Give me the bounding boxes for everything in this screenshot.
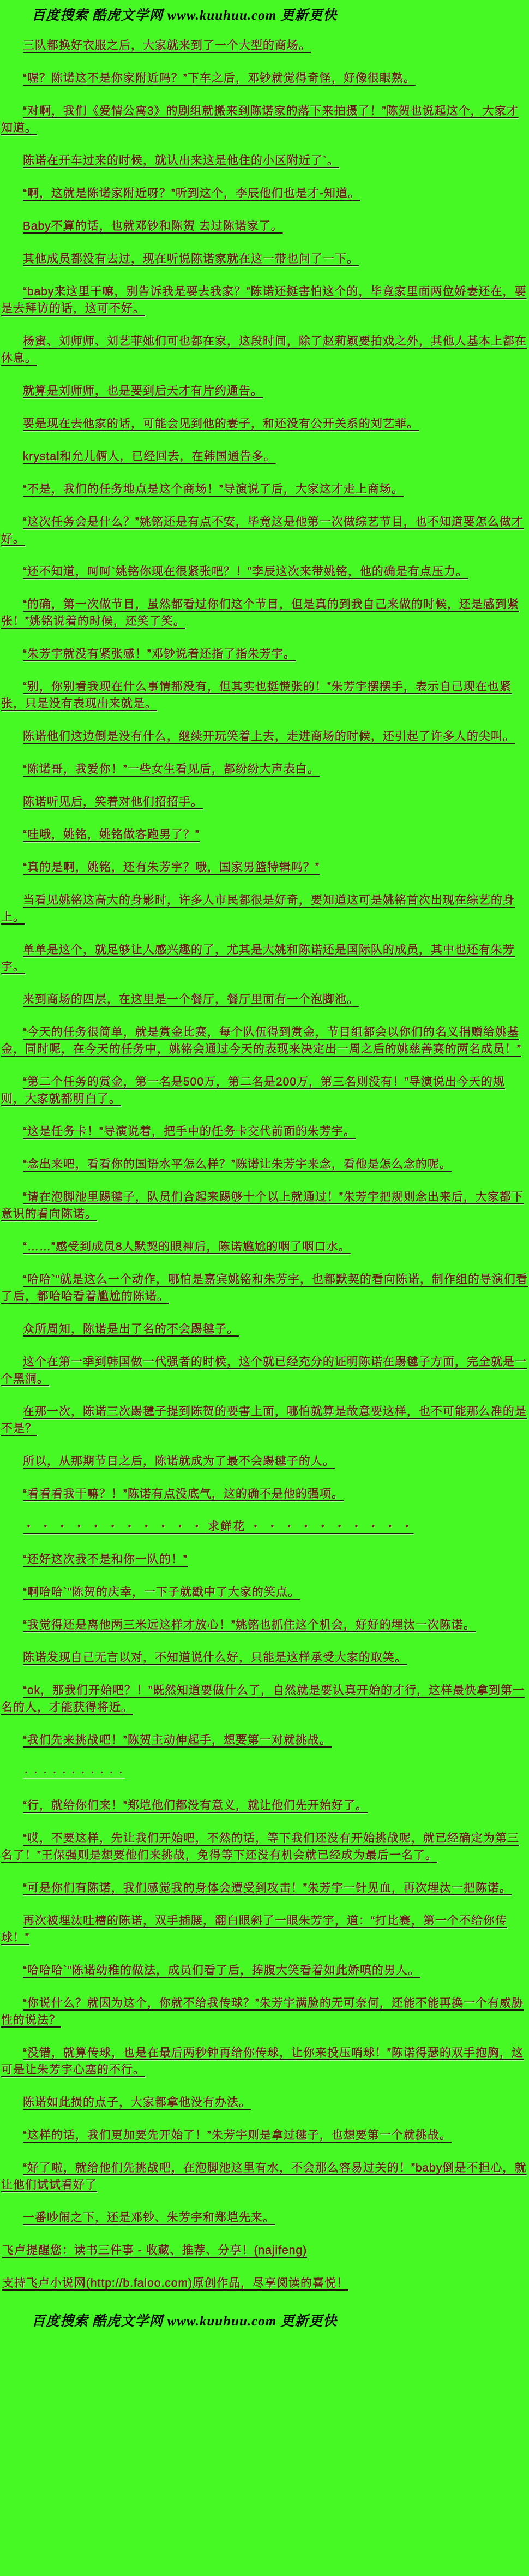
- novel-paragraph: 这个在第一季到韩国做一代强者的时候，这个就已经充分的证明陈诺在踢毽子方面，完全就是一个黑洞。: [1, 1356, 527, 1385]
- site-brand-footer: 百度搜索 酷虎文学网 www.kuuhuu.com 更新更快: [32, 2314, 338, 2329]
- novel-paragraph: 要是现在去他家的话，可能会见到他的妻子，和还没有公开关系的刘艺菲。: [23, 418, 419, 430]
- novel-paragraph: “对啊，我们《爱情公寓3》的剧组就搬来到陈诺家的落下来拍摄了！”陈贺也说起这个，大家才知道。: [1, 105, 519, 134]
- novel-body: [0, 37, 529, 2292]
- novel-paragraph: “朱芳宇就没有紧张感！”邓钞说着还指了指朱芳宇。: [23, 648, 296, 660]
- novel-paragraph: 陈诺在开车过来的时候，就认出来这是他住的小区附近了`。: [23, 154, 339, 167]
- novel-paragraph: “baby来这里干嘛，别告诉我是要去我家？”陈诺还挺害怕这个的，毕竟家里面两位娇妻还在，要是去拜访的话，这可不好。: [1, 285, 527, 315]
- novel-paragraph: “我觉得还是离他两三米远这样才放心！”姚铭也抓住这个机会，好好的埋汰一次陈诺。: [23, 1619, 476, 1631]
- novel-paragraph: 就算是刘师师，也是要到后天才有片约通告。: [23, 385, 263, 397]
- novel-paragraph: “这次任务会是什么？”姚铭还是有点不安，毕竟这是他第一次做综艺节目，也不知道要怎么做才好。: [1, 516, 524, 545]
- novel-paragraph: “第二个任务的赏金，第一名是500万，第二名是200万，第三名则没有！”导演说出今天的规则，大家就都明白了。: [1, 1076, 506, 1105]
- novel-paragraph: “……”感受到成员8人默契的眼神后，陈诺尴尬的咽了咽口水。: [23, 1241, 351, 1253]
- dots-divider: ・ ・ ・ ・ ・ ・ ・ ・ ・ ・ ・: [23, 1769, 125, 1776]
- novel-paragraph: “行，就给你们来！”郑垲他们都没有意义，就让他们先开始好了。: [23, 1799, 368, 1812]
- novel-paragraph: 再次被埋汰吐槽的陈诺，双手插腰，翻白眼斜了一眼朱芳宇，道：“打比赛，第一个不给你传球！”: [1, 1915, 507, 1944]
- novel-paragraph: “哎，不要这样，先让我们开始吧，不然的话，等下我们还没有开始挑战呢，就已经确定为第三名了！”王保强则是想要他们来挑战，免得等下还没有机会就已经成为最后一名了。: [1, 1832, 519, 1862]
- novel-paragraph: “真的是啊，姚铭，还有朱芳宇？哦，国家男篮特辑吗？”: [23, 861, 320, 874]
- novel-paragraph: Baby不算的话，也就邓钞和陈贺 去过陈诺家了。: [23, 220, 283, 232]
- novel-paragraph: 其他成员都没有去过，现在听说陈诺家就在这一带也问了一下。: [23, 253, 359, 265]
- novel-paragraph: 三队都换好衣服之后，大家就来到了一个大型的商场。: [23, 39, 311, 52]
- novel-paragraph: 陈诺发现自己无言以对，不知道说什么好，只能是这样承受大家的取笑。: [23, 1651, 407, 1664]
- novel-paragraph: “哈哈`”就是这么一个动作，哪怕是嘉宾姚铭和朱芳宇，也都默契的看向陈诺，制作组的导演们看了后，都哈哈看着尴尬的陈诺。: [1, 1273, 528, 1303]
- novel-paragraph: “啊哈哈`”陈贺的庆幸，一下子就戳中了大家的笑点。: [23, 1586, 300, 1599]
- novel-paragraph: “ok，那我们开始吧？！”既然知道要做什么了，自然就是要认真开始的才行，这样最快拿到第一名的人，才能获得将近。: [1, 1684, 525, 1714]
- site-brand-header: 百度搜索 酷虎文学网 www.kuuhuu.com 更新更快: [32, 8, 338, 23]
- novel-paragraph: “念出来吧，看看你的国语水平怎么样？”陈诺让朱芳宇来念，看他是怎么念的呢。: [23, 1158, 452, 1171]
- faloo-notice: 飞卢提醒您：读书三件事 - 收藏、推荐、分享！(najifeng): [2, 2244, 308, 2257]
- novel-paragraph: “哈哈哈`”陈诺幼稚的做法，成员们看了后，捧腹大笑看着如此娇嗔的男人。: [23, 1964, 420, 1977]
- novel-paragraph: “今天的任务很简单，就是赏金比赛，每个队伍得到赏金，节目组都会以你们的名义捐赠给姚基金，同时呢，在今天的任务中，姚铭会通过今天的表现来决定出一周之后的姚慈善赛的两名成员！”: [1, 1026, 521, 1056]
- novel-paragraph: “的确，第一次做节目，虽然都看过你们这个节目，但是真的到我自己来做的时候，还是感到紧张！”姚铭说着的时候，还笑了笑。: [1, 598, 519, 628]
- novel-paragraph: 当看见姚铭这高大的身影时，许多人市民都很是好奇，要知道这可是姚铭首次出现在综艺的身上。: [1, 894, 515, 923]
- novel-paragraph: “看看看我干嘛？！”陈诺有点没底气，这的确不是他的强项。: [23, 1488, 344, 1500]
- novel-paragraph: “你说什么？就因为这个，你就不给我传球？”朱芳宇满脸的无可奈何，还能不能再换一个有威胁性的说法？: [1, 1997, 524, 2026]
- novel-paragraph: “可是你们有陈诺，我们感觉我的身体会遭受到攻击！”朱芳宇一针见血，再次埋汰一把陈诺。: [23, 1882, 512, 1894]
- novel-paragraph: 来到商场的四层，在这里是一个餐厅，餐厅里面有一个泡脚池。: [23, 993, 359, 1006]
- novel-paragraph: “陈诺哥，我爱你！”一些女生看见后，都纷纷大声表白。: [23, 763, 320, 776]
- novel-paragraph: “哇哦，姚铭，姚铭做客跑男了？”: [23, 828, 200, 841]
- flower-divider: ・ ・ ・ ・ ・ ・ ・ ・ ・ ・ ・ 求鲜花 ・ ・ ・ ・ ・ ・ ・ ・ ・ ・: [23, 1520, 414, 1533]
- novel-paragraph: “请在泡脚池里踢毽子，队员们合起来踢够十个以上就通过！”朱芳宇把规则念出来后，大家都下意识的看向陈诺。: [1, 1191, 524, 1220]
- novel-paragraph: 单单是这个，就足够让人感兴趣的了，尤其是大姚和陈诺还是国际队的成员，其中也还有朱芳宇。: [1, 944, 515, 973]
- novel-paragraph: “还不知道，呵呵`姚铭你现在很紧张吧？！”李辰这次来带姚铭，他的确是有点压力。: [23, 565, 468, 578]
- novel-paragraph: “还好这次我不是和你一队的！”: [23, 1553, 188, 1566]
- novel-paragraph: “没错，就算传球，也是在最后两秒钟再给你传球，让你来投压哨球！”陈诺得瑟的双手抱胸，这可是让朱芳宇心塞的不行。: [1, 2047, 524, 2076]
- novel-paragraph: “这是任务卡！”导演说着，把手中的任务卡交代前面的朱芳宇。: [23, 1125, 356, 1138]
- novel-paragraph: 在那一次，陈诺三次踢毽子提到陈贺的要害上面，哪怕就算是故意要这样，也不可能那么准的是不是？: [1, 1405, 527, 1435]
- novel-paragraph: 众所周知，陈诺是出了名的不会踢毽子。: [23, 1323, 239, 1335]
- novel-paragraph: “我们先来挑战吧！”陈贺主动伸起手，想要第一对就挑战。: [23, 1734, 332, 1746]
- novel-paragraph: 陈诺他们这边倒是没有什么，继续开玩笑着上去，走进商场的时候，还引起了许多人的尖叫。: [23, 730, 515, 743]
- novel-paragraph: “别，你别看我现在什么事情都没有，但其实也挺慌张的！”朱芳宇摆摆手，表示自己现在也紧张，只是没有表现出来就是。: [1, 681, 512, 710]
- novel-paragraph: krystal和允儿俩人，已经回去，在韩国通告多。: [23, 450, 276, 463]
- novel-paragraph: 陈诺如此损的点子，大家都拿他没有办法。: [23, 2096, 251, 2109]
- novel-paragraph: 杨蜜、刘师师、刘艺菲她们可也都在家，这段时间，除了赵莉颖要拍戏之外，其他人基本上都在休息。: [1, 335, 527, 365]
- novel-paragraph: “这样的话，我们更加要先开始了！”朱芳宇则是拿过毽子，也想要第一个就挑战。: [23, 2129, 452, 2142]
- novel-paragraph: 所以，从那期节目之后，陈诺就成为了最不会踢毽子的人。: [23, 1455, 335, 1468]
- novel-paragraph: “好了啦，就给他们先挑战吧，在泡脚池这里有水，不会那么容易过关的！”baby倒是不担心，就让他们试试看好了: [1, 2162, 527, 2191]
- novel-paragraph: “不是，我们的任务地点是这个商场！”导演说了后，大家这才走上商场。: [23, 483, 404, 496]
- novel-paragraph: 一番吵闹之下，还是邓钞、朱芳宇和郑垲先来。: [23, 2211, 275, 2224]
- faloo-notice: 支持飞卢小说网(http://b.faloo.com)原创作品，尽享阅读的喜悦！: [2, 2277, 349, 2289]
- novel-paragraph: “喔？陈诺这不是你家附近吗？”下车之后，邓钞就觉得奇怪，好像很眼熟。: [23, 72, 416, 85]
- novel-paragraph: 陈诺听见后，笑着对他们招招手。: [23, 796, 203, 808]
- novel-paragraph: “啊，这就是陈诺家附近呀？”听到这个，李辰他们也是才-知道。: [23, 187, 360, 200]
